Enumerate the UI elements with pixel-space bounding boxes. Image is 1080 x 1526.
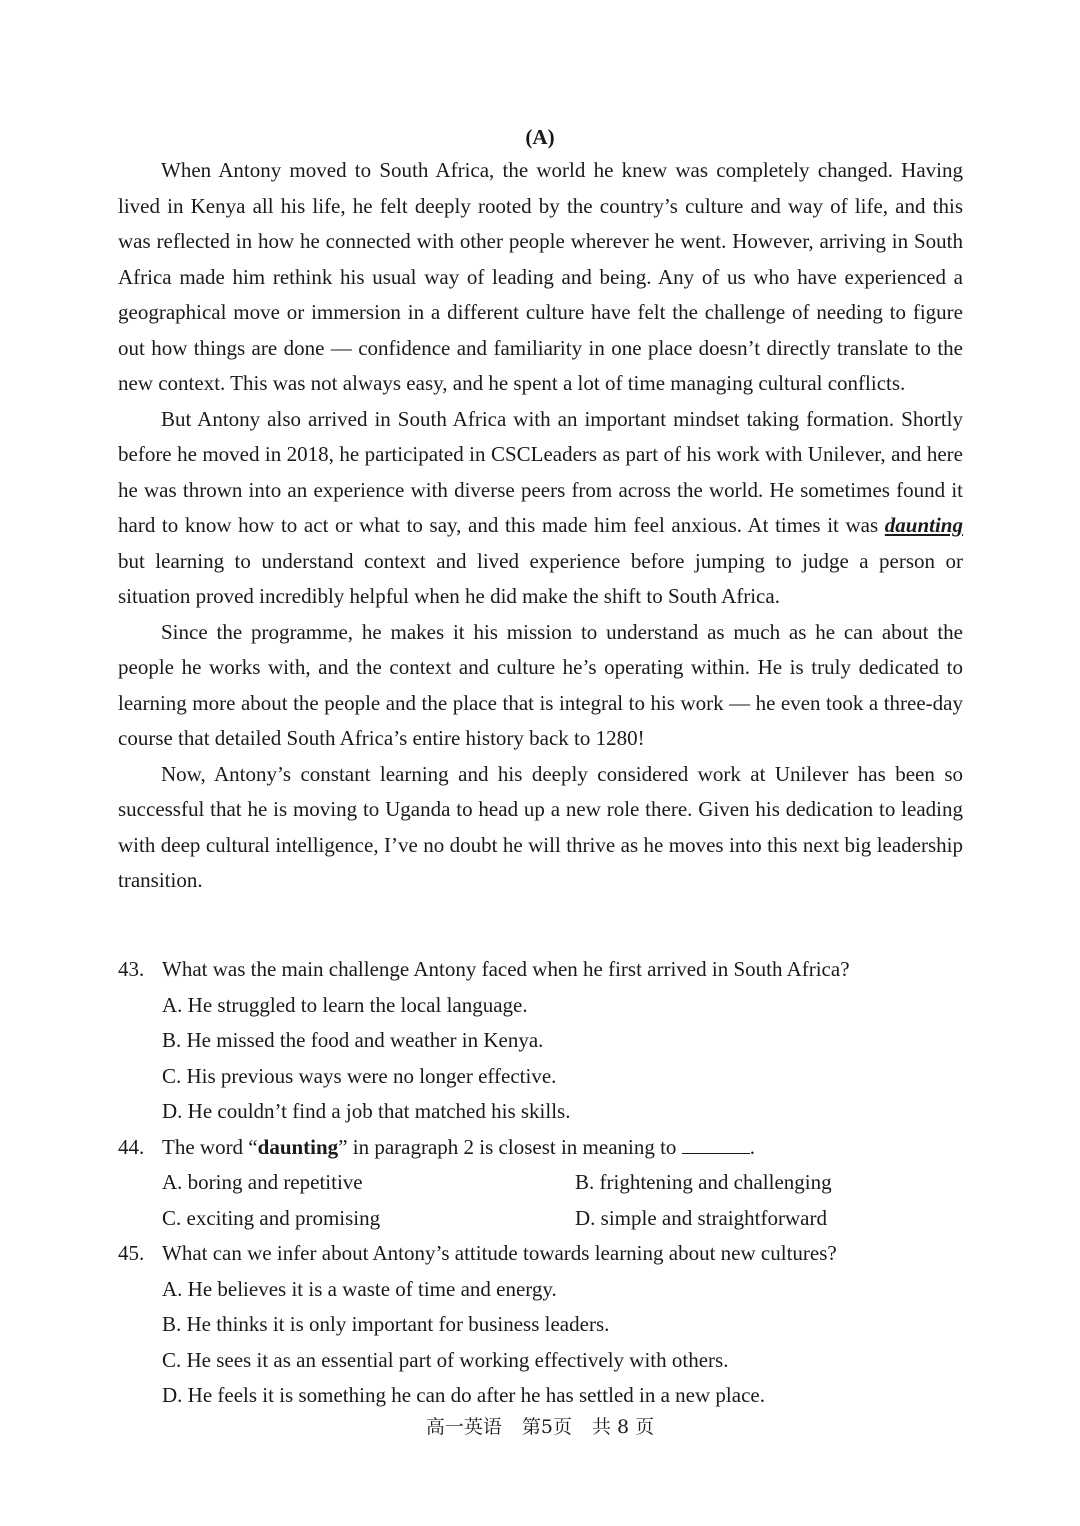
reading-passage — [118, 153, 963, 899]
option-c: C. His previous ways were no longer effective. — [162, 1063, 557, 1088]
option-d: D. He couldn’t find a job that matched his skills. — [162, 1099, 571, 1123]
paragraph-4: Now, Antony’s constant learning and his deeply considered work at Unilever has been so successful that he is moving to Uganda to head up a new role there. Given his dedication to leading with deep cultural intelligence, I’ve no doubt he will thrive as he moves into this next big leadership transition. — [118, 761, 963, 892]
question-text — [162, 1130, 755, 1166]
question-text-before: The word “ — [162, 1134, 258, 1159]
questions-section — [118, 952, 963, 1414]
question-44 — [118, 1130, 963, 1237]
question-text: What was the main challenge Antony faced when he first arrived in South Africa? — [162, 957, 850, 981]
option-a: A. boring and repetitive — [162, 1170, 363, 1194]
section-title: (A) — [525, 125, 555, 149]
question-43 — [118, 952, 963, 1130]
option-b: B. frightening and challenging — [575, 1170, 832, 1194]
question-45 — [118, 1236, 963, 1414]
question-number: 45. — [118, 1241, 145, 1265]
question-text-after: ” in paragraph 2 is closest in meaning to — [338, 1134, 682, 1159]
paragraph-1: When Antony moved to South Africa, the world he knew was completely changed. Having lived in Kenya all his life, he felt deeply rooted by the country’s culture and way of life, and this was reflected in how he connected with other people wherever he went. However, arriving in South Africa made him rethink his usual way of leading and being. Any of us who have experienced a geographical move or immersion in a different culture have felt the challenge of needing to figure out how things are done — confidence and familiarity in one place doesn’t directly translate to the new context. This was not always easy, and he spent a lot of time managing cultural conflicts. — [118, 158, 963, 395]
option-d: D. He feels it is something he can do after he has settled in a new place. — [162, 1383, 765, 1407]
options-row-1 — [118, 1165, 963, 1201]
question-stem — [118, 1236, 963, 1272]
option-d: D. simple and straightforward — [575, 1205, 827, 1230]
footer-total-pages: 共 8 页 — [591, 1416, 655, 1438]
page-footer — [0, 1414, 1080, 1440]
footer-page-number: 第5页 — [521, 1416, 572, 1438]
options-row-2 — [118, 1201, 963, 1237]
option-c: C. exciting and promising — [162, 1205, 381, 1230]
answer-blank — [682, 1131, 750, 1154]
question-text: What can we infer about Antony’s attitude towards learning about new cultures? — [162, 1241, 837, 1265]
paragraph-3: Since the programme, he makes it his mission to understand as much as he can about the people he works with, and the context and culture he’s operating within. He is truly dedicated to learning more about the people and the place that is integral to his work — he even took a three-day course that detailed South Africa’s entire history back to 1280! — [118, 619, 963, 750]
paragraph-2 — [118, 402, 963, 615]
question-stem — [118, 1130, 963, 1166]
question-keyword: daunting — [257, 1134, 339, 1159]
option-a: A. He believes it is a waste of time and energy. — [162, 1276, 557, 1301]
option-c: C. He sees it as an essential part of working effectively with others. — [162, 1347, 729, 1372]
paragraph-2-text-after: but learning to understand context and lived experience before jumping to judge a person or situation proved incredibly helpful when he did make the shift to South Africa. — [118, 548, 963, 608]
question-number: 44. — [118, 1134, 145, 1159]
paragraph-2-text-before: But Antony also arrived in South Africa with an important mindset taking formation. Shortly before he moved in 2018, he participated in CSCLeaders as part of his work with Unilever, and here he was thrown into an experience with diverse peers from across the world. He sometimes found it hard to know how to act or what to say, and this made him feel anxious. At times it was — [118, 406, 963, 537]
question-text-end: . — [749, 1134, 755, 1159]
question-number: 43. — [118, 957, 145, 981]
option-b: B. He missed the food and weather in Kenya. — [162, 1028, 544, 1052]
keyword-daunting: daunting — [884, 513, 963, 537]
option-a: A. He struggled to learn the local language. — [162, 992, 528, 1017]
footer-subject: 高一英语 — [425, 1416, 502, 1438]
option-b: B. He thinks it is only important for business leaders. — [162, 1312, 610, 1336]
question-stem — [118, 952, 963, 988]
